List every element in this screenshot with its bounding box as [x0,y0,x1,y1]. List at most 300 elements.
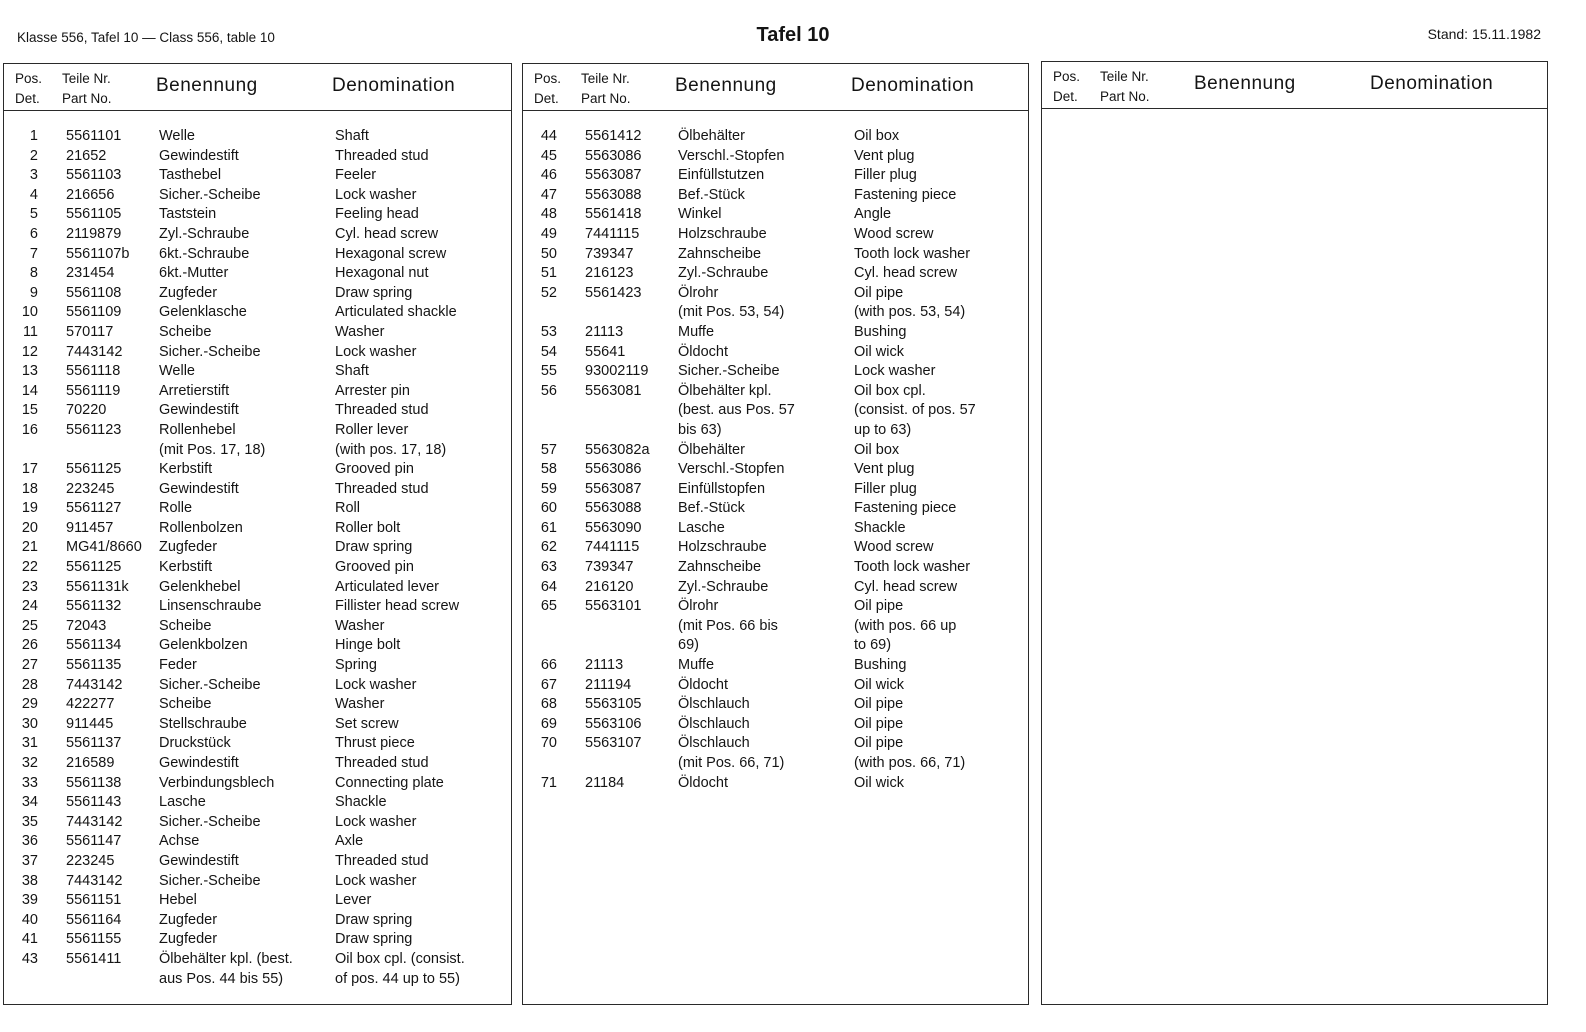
part-no-cell: 216123 [585,265,634,282]
benennung-cell: Zugfeder [159,911,218,928]
part-no-cell: 5561105 [66,206,122,223]
table-row [4,695,511,715]
denomination-cell: of pos. 44 up to 55) [335,970,460,987]
part-no-cell: 21184 [585,774,625,791]
denomination-cell: Oil box [854,128,900,144]
denomination-cell: Hexagonal screw [335,245,447,262]
denomination-column-header: Denomination [332,75,456,96]
denomination-cell: Tooth lock washer [854,245,971,262]
denomination-column-header: Denomination [1370,73,1494,94]
denomination-cell: up to 63) [854,421,912,438]
table-row [4,343,511,363]
part-no-cell: 5563090 [585,519,642,536]
part-no-cell: 5561143 [66,794,122,811]
pos-cell: 69 [540,715,557,732]
benennung-column-header: Benennung [1194,73,1296,94]
denomination-cell: (with pos. 66, 71) [854,755,966,771]
denomination-cell: Spring [335,657,377,674]
denomination-cell: Connecting plate [335,774,444,791]
benennung-cell: Sicher.-Scheibe [159,186,261,203]
benennung-cell: Verbindungsblech [159,774,275,791]
pos-cell: 46 [540,167,557,184]
benennung-cell: Gelenklasche [159,304,247,321]
pos-cell: 62 [540,539,557,556]
table-row [523,578,1028,598]
denomination-cell: Roll [335,500,360,517]
parts-table-panel-2 [522,63,1029,1005]
denomination-cell: Oil pipe [854,284,904,301]
benennung-cell: 6kt.-Schraube [159,245,250,262]
denomination-cell: Shackle [335,794,387,811]
benennung-cell: Ölschlauch [678,715,750,732]
table-row [4,205,511,225]
benennung-cell: 69) [678,637,699,654]
benennung-cell: Scheibe [159,696,212,713]
benennung-cell: Welle [159,128,195,144]
denomination-cell: Washer [335,323,385,340]
part-no-cell: 216589 [66,755,115,771]
part-no-cell: 93002119 [585,363,649,380]
pos-cell: 6 [29,225,38,242]
table-row [4,499,511,519]
page-title: Tafel 10 [756,24,830,46]
part-no-column-header: Teile Nr. Part No. [581,71,631,106]
table-row [4,950,511,970]
part-no-cell: 5561411 [66,950,122,967]
pos-cell: 18 [21,480,38,497]
benennung-cell: Rollenhebel [159,421,236,438]
pos-column-header: Pos. Det. [1053,69,1081,104]
part-no-cell: 5561123 [66,421,122,438]
denomination-cell: (with pos. 53, 54) [854,304,966,321]
pos-cell: 41 [21,931,38,948]
denomination-cell: Oil wick [854,343,904,360]
pos-cell: 68 [540,696,557,713]
pos-cell: 17 [21,461,38,478]
part-no-cell: 5561147 [66,833,122,850]
part-no-cell: 5563088 [585,186,642,203]
denomination-cell: Threaded stud [335,480,429,497]
part-no-cell: 223245 [66,852,115,869]
part-no-cell: 7443142 [66,872,123,889]
part-no-cell: 216656 [66,186,115,203]
table-row [4,382,511,402]
table-row [523,186,1028,206]
part-no-cell: 5561107b [66,245,130,262]
part-no-cell: 5563106 [585,715,642,732]
table-row [523,538,1028,558]
pos-cell: 44 [540,128,557,144]
denomination-cell: Lock washer [335,186,417,203]
denomination-cell: Vent plug [854,461,915,478]
benennung-cell: Einfüllstutzen [678,167,765,184]
denomination-cell: Lock washer [335,676,417,693]
benennung-cell: Gelenkbolzen [159,637,248,654]
benennung-cell: Sicher.-Scheibe [159,343,261,360]
pos-cell: 22 [21,559,38,576]
table-body [523,127,1028,793]
benennung-cell: Zyl.-Schraube [678,265,769,282]
benennung-cell: Sicher.-Scheibe [678,363,780,380]
part-no-cell: 5561423 [585,284,642,301]
denomination-cell: Oil pipe [854,598,904,615]
benennung-cell: (best. aus Pos. 57 [678,402,795,419]
table-row [4,284,511,304]
pos-cell: 56 [540,382,557,399]
denomination-cell: Cyl. head screw [854,265,958,282]
denomination-cell: Oil box cpl. (consist. [335,950,465,967]
table-row [4,303,511,323]
part-no-cell: 7443142 [66,813,123,830]
part-no-cell: 5561119 [66,382,121,399]
table-row [523,441,1028,461]
denomination-cell: Threaded stud [335,755,429,771]
parts-table-panel-3 [1041,61,1548,1005]
part-no-cell: 21652 [66,147,107,164]
denomination-cell: Bushing [854,657,907,674]
denomination-cell: Filler plug [854,480,917,497]
denomination-cell: Lock washer [335,343,417,360]
table-row [4,578,511,598]
part-no-cell: 223245 [66,480,115,497]
benennung-cell: Gewindestift [159,852,239,869]
table-row [4,264,511,284]
table-row [4,441,511,461]
part-no-cell: 739347 [585,245,634,262]
part-no-cell: 5561134 [66,637,122,654]
denomination-cell: Threaded stud [335,402,429,419]
part-no-cell: 5561118 [66,363,121,380]
pos-cell: 13 [21,363,38,380]
table-row [4,460,511,480]
benennung-column-header: Benennung [675,75,777,96]
table-row [4,538,511,558]
pos-cell: 12 [21,343,38,360]
table-header [1042,62,1547,109]
benennung-cell: Verschl.-Stopfen [678,461,785,478]
denomination-cell: Lock washer [335,872,417,889]
denomination-cell: Draw spring [335,911,413,928]
denomination-cell: Oil box cpl. [854,382,926,399]
pos-cell: 47 [540,186,557,203]
table-row [523,597,1028,617]
denomination-cell: Oil pipe [854,715,904,732]
pos-cell: 15 [21,402,38,419]
part-no-cell: 911445 [66,715,114,732]
benennung-cell: Arretierstift [159,382,230,399]
benennung-cell: Scheibe [159,617,212,634]
table-row [4,617,511,637]
benennung-cell: Rollenbolzen [159,519,243,536]
part-no-cell: 5561101 [66,128,122,144]
denomination-cell: (with pos. 17, 18) [335,441,447,458]
pos-cell: 31 [21,735,38,752]
denomination-cell: Roller lever [335,421,409,438]
table-row [4,676,511,696]
pos-cell: 35 [21,813,38,830]
table-row [4,186,511,206]
pos-cell: 3 [29,167,38,184]
benennung-cell: Gelenkhebel [159,578,241,595]
benennung-cell: Stellschraube [159,715,247,732]
pos-cell: 59 [540,480,557,497]
pos-cell: 49 [540,225,557,242]
benennung-cell: Muffe [678,323,715,340]
benennung-cell: aus Pos. 44 bis 55) [159,970,284,987]
part-no-cell: 211194 [585,676,632,693]
denomination-cell: Hinge bolt [335,637,401,654]
denomination-cell: Feeler [335,167,377,184]
benennung-cell: Sicher.-Scheibe [159,872,261,889]
part-no-cell: 5561109 [66,304,122,321]
denomination-cell: Oil pipe [854,735,904,752]
part-no-cell: 70220 [66,402,107,419]
part-no-cell: 5563087 [585,480,642,497]
pos-cell: 27 [21,657,38,674]
table-row [4,127,511,147]
part-no-cell: 72043 [66,617,107,634]
table-row [4,754,511,774]
pos-cell: 5 [29,206,38,223]
denomination-cell: Shaft [335,363,369,380]
pos-cell: 66 [540,657,557,674]
parts-table-panel-1 [3,63,512,1005]
denomination-cell: Grooved pin [335,559,414,576]
table-header [4,64,511,111]
table-row [4,225,511,245]
denomination-cell: Feeling head [335,206,419,223]
benennung-cell: Gewindestift [159,755,239,771]
denomination-cell: Oil box [854,441,900,458]
denomination-cell: Washer [335,696,385,713]
benennung-cell: Öldocht [678,343,728,360]
benennung-cell: (mit Pos. 66, 71) [678,755,785,771]
pos-cell: 50 [540,245,557,262]
table-row [4,558,511,578]
denomination-cell: Shackle [854,519,906,536]
part-no-cell: 5561108 [66,284,122,301]
part-no-cell: 5561418 [585,206,642,223]
denomination-cell: Lock washer [335,813,417,830]
table-row [523,264,1028,284]
denomination-cell: Threaded stud [335,852,429,869]
pos-cell: 7 [29,245,38,262]
benennung-cell: Zugfeder [159,931,218,948]
part-no-cell: 5563081 [585,382,642,399]
pos-cell: 57 [540,441,557,458]
benennung-cell: Ölrohr [678,598,719,615]
part-no-column-header: Teile Nr. Part No. [1100,69,1150,104]
benennung-cell: Kerbstift [159,559,213,576]
part-no-cell: 5561137 [66,735,122,752]
pos-cell: 43 [21,950,38,967]
denomination-cell: Fastening piece [854,186,957,203]
part-no-cell: 5561138 [66,774,122,791]
table-header [523,64,1028,111]
part-no-cell: 5561164 [66,911,122,928]
pos-cell: 34 [21,794,38,811]
table-row [523,127,1028,147]
benennung-cell: Rolle [159,500,193,517]
date-stamp: Stand: 15.11.1982 [1427,26,1541,42]
benennung-cell: Taststein [159,206,217,223]
table-row [523,715,1028,735]
pos-cell: 63 [540,559,557,576]
benennung-cell: Ölrohr [678,284,719,301]
table-row [523,774,1028,794]
pos-cell: 20 [21,519,38,536]
denomination-cell: Thrust piece [335,735,415,752]
denomination-cell: Vent plug [854,147,915,164]
denomination-cell: Threaded stud [335,147,429,164]
pos-cell: 37 [21,852,38,869]
part-no-cell: 739347 [585,559,634,576]
pos-cell: 19 [21,500,38,517]
benennung-cell: Gewindestift [159,480,239,497]
benennung-cell: Ölbehälter kpl. (best. [159,950,293,967]
pos-cell: 64 [540,578,557,595]
pos-cell: 10 [21,304,38,321]
part-no-cell: 422277 [66,696,115,713]
benennung-cell: bis 63) [678,421,722,438]
benennung-cell: Einfüllstopfen [678,480,766,497]
table-row [4,401,511,421]
pos-cell: 11 [22,323,38,340]
pos-cell: 61 [540,519,557,536]
part-no-cell: 231454 [66,265,115,282]
part-no-cell: MG41/8660 [66,539,142,556]
pos-cell: 33 [21,774,38,791]
pos-cell: 38 [21,872,38,889]
denomination-cell: Washer [335,617,385,634]
table-row [4,793,511,813]
table-row [523,734,1028,754]
table-row [4,656,511,676]
part-no-cell: 5563107 [585,735,642,752]
part-no-cell: 7441115 [585,225,640,242]
table-body [4,127,511,989]
part-no-cell: 7443142 [66,676,123,693]
part-no-cell: 570117 [66,323,114,340]
denomination-cell: Bushing [854,323,907,340]
benennung-cell: Welle [159,363,195,380]
benennung-cell: Achse [159,833,200,850]
benennung-cell: Scheibe [159,323,212,340]
benennung-cell: Holzschraube [678,539,767,556]
pos-cell: 8 [29,265,38,282]
table-row [4,715,511,735]
denomination-cell: Tooth lock washer [854,559,971,576]
table-row [523,362,1028,382]
table-row [4,597,511,617]
table-row [523,205,1028,225]
part-no-column-header: Teile Nr. Part No. [62,71,112,106]
table-row [523,676,1028,696]
benennung-column-header: Benennung [156,75,258,96]
denomination-cell: Oil wick [854,774,904,791]
denomination-cell: Angle [854,206,892,223]
benennung-cell: Lasche [678,519,725,536]
table-row [523,460,1028,480]
denomination-cell: Lever [335,892,372,909]
part-no-cell: 5561135 [66,657,122,674]
table-row [523,382,1028,402]
denomination-cell: Wood screw [854,539,934,556]
denomination-column-header: Denomination [851,75,975,96]
table-row [523,695,1028,715]
benennung-cell: Ölbehälter kpl. [678,382,772,399]
denomination-cell: Filler plug [854,167,917,184]
part-no-cell: 5561125 [66,559,122,576]
part-no-cell: 5563087 [585,167,642,184]
pos-cell: 24 [21,598,38,615]
benennung-cell: (mit Pos. 66 bis [678,617,778,634]
denomination-cell: Shaft [335,128,369,144]
denomination-cell: Grooved pin [335,461,414,478]
part-no-cell: 5561127 [66,500,122,517]
table-row [523,401,1028,421]
denomination-cell: Draw spring [335,284,413,301]
table-row [523,636,1028,656]
pos-cell: 70 [540,735,557,752]
table-row [4,813,511,833]
denomination-cell: Set screw [335,715,399,732]
benennung-cell: Gewindestift [159,147,239,164]
benennung-cell: Holzschraube [678,225,767,242]
benennung-cell: Lasche [159,794,206,811]
pos-cell: 53 [540,323,557,340]
pos-cell: 25 [21,617,38,634]
denomination-cell: (with pos. 66 up [854,617,957,634]
benennung-cell: (mit Pos. 53, 54) [678,304,785,321]
benennung-cell: Sicher.-Scheibe [159,676,261,693]
part-no-cell: 216120 [585,578,634,595]
pos-cell: 14 [21,382,38,399]
benennung-cell: Muffe [678,657,715,674]
table-row [523,480,1028,500]
pos-cell: 65 [540,598,557,615]
part-no-cell: 7443142 [66,343,123,360]
benennung-cell: Zyl.-Schraube [159,225,250,242]
denomination-cell: Hexagonal nut [335,265,429,282]
pos-cell: 21 [21,539,38,556]
table-row [4,245,511,265]
benennung-cell: Feder [159,657,197,674]
table-row [523,519,1028,539]
table-row [523,617,1028,637]
part-no-cell: 5561125 [66,461,122,478]
pos-cell: 1 [29,128,38,144]
part-no-cell: 5563101 [585,598,642,615]
benennung-cell: Ölbehälter [678,441,745,458]
benennung-cell: Druckstück [159,735,231,752]
pos-column-header: Pos. Det. [15,71,43,106]
table-row [523,225,1028,245]
benennung-cell: Tasthebel [159,167,222,184]
part-no-cell: 5561151 [66,892,122,909]
pos-cell: 28 [21,676,38,693]
benennung-cell: Hebel [159,892,197,909]
denomination-cell: Cyl. head screw [854,578,958,595]
pos-cell: 4 [29,186,38,203]
benennung-cell: (mit Pos. 17, 18) [159,441,266,458]
table-row [4,480,511,500]
benennung-cell: 6kt.-Mutter [159,265,229,282]
part-no-cell: 911457 [66,519,114,536]
pos-cell: 48 [540,206,557,223]
denomination-cell: Arrester pin [335,382,410,399]
pos-cell: 2 [29,147,38,164]
